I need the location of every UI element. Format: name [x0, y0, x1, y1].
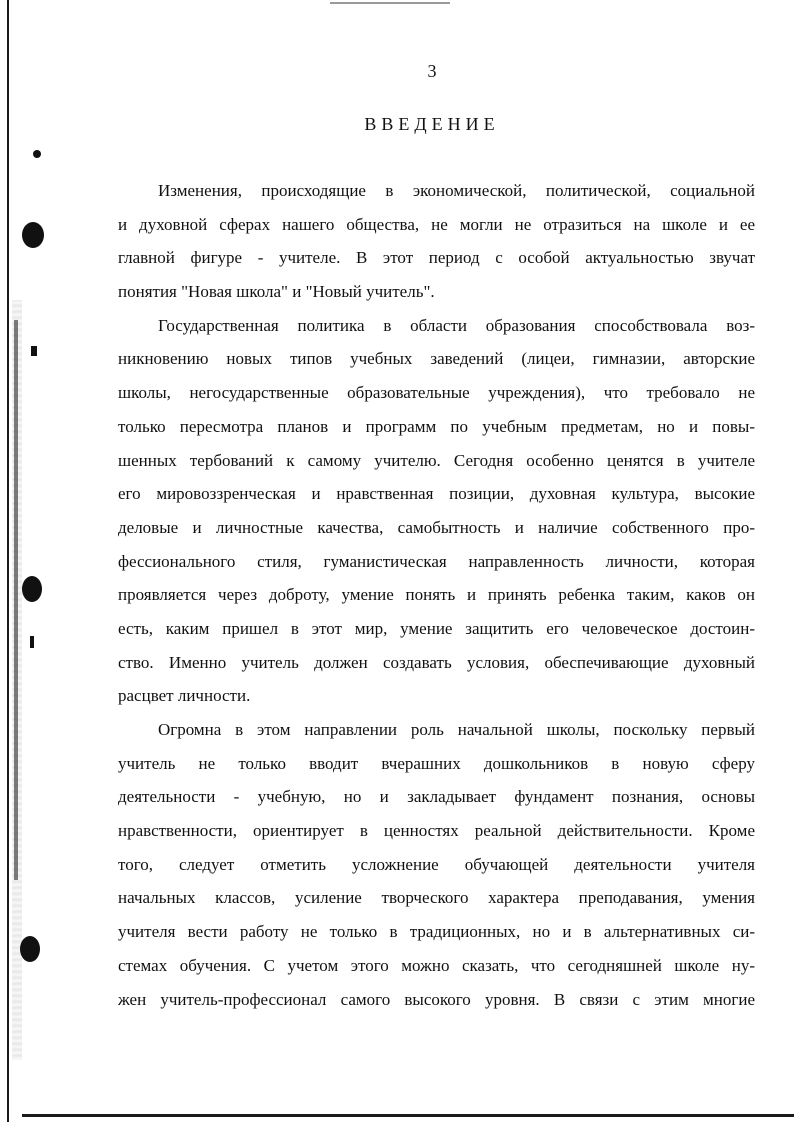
text-line: Огромна в этом направлении роль начальной школы, поскольку первый	[158, 720, 755, 739]
text-line: учителя вести работу не только в традиционных, но и в альтернативных си-	[118, 922, 755, 942]
text-line: жен учитель-профессионал самого высокого уровня. В связи с этим многие	[118, 989, 755, 1009]
text-line: ство. Именно учитель должен создавать условия, обеспечивающие духовный	[118, 652, 755, 672]
text-line: никновению новых типов учебных заведений (лицеи, гимназии, авторские	[118, 349, 755, 369]
text-line: главной фигуре - учителе. В этот период с особой актуальностью звучат	[118, 248, 755, 268]
text-line: нравственности, ориентирует в ценностях реальной действительности. Кроме	[118, 821, 755, 841]
text-line: понятия "Новая школа" и "Новый учитель".	[118, 282, 435, 302]
text-line: проявляется через доброту, умение понять и принять ребенка таким, каков он	[118, 585, 755, 605]
scan-bottom-rule	[22, 1114, 794, 1117]
text-line: Государственная политика в области образования способствовала воз-	[158, 315, 755, 335]
text-line: стемах обучения. С учетом этого можно сказать, что сегодняшней школе ну-	[118, 955, 755, 975]
section-heading: ВВЕДЕНИЕ	[364, 114, 500, 134]
scan-dot	[33, 150, 41, 158]
punch-hole	[22, 222, 44, 248]
text-line: учитель не только вводит вчерашних дошкольников в новую сферу	[118, 753, 755, 773]
text-line: его мировоззренческая и нравственная позиции, духовная культура, высокие	[118, 484, 755, 504]
scan-top-mark	[330, 2, 450, 4]
text-line: и духовной сферах нашего общества, не могли не отразиться на школе и ее	[118, 214, 755, 234]
text-line: того, следует отметить усложнение обучающей деятельности учителя	[118, 854, 755, 874]
punch-hole	[22, 576, 42, 602]
text-line: расцвет личности.	[118, 686, 251, 706]
scan-edge-streak	[14, 320, 18, 880]
punch-hole	[20, 936, 40, 962]
scan-mark	[31, 346, 37, 356]
text-line: Изменения, происходящие в экономической, политической, социальной	[158, 181, 755, 200]
text-line: начальных классов, усиление творческого характера преподавания, умения	[118, 888, 755, 908]
text-line: деятельности - учебную, но и закладывает фундамент познания, основы	[118, 787, 755, 807]
scan-binding-edge	[7, 0, 9, 1122]
text-line: только пересмотра планов и программ по учебным предметам, но и повы-	[118, 416, 755, 436]
text-line: деловые и личностные качества, самобытность и наличие собственного про-	[118, 517, 755, 537]
text-line: фессионального стиля, гуманистическая направленность личности, которая	[118, 551, 755, 571]
page-number: 3	[427, 61, 437, 81]
document-body	[118, 174, 755, 1016]
text-line: школы, негосударственные образовательные учреждения), что требовало не	[118, 383, 755, 403]
scan-mark	[30, 636, 34, 648]
text-line: есть, каким пришел в этот мир, умение защитить его человеческое достоин-	[118, 618, 755, 638]
text-line: шенных тербований к самому учителю. Сегодня особенно ценятся в учителе	[118, 450, 755, 470]
